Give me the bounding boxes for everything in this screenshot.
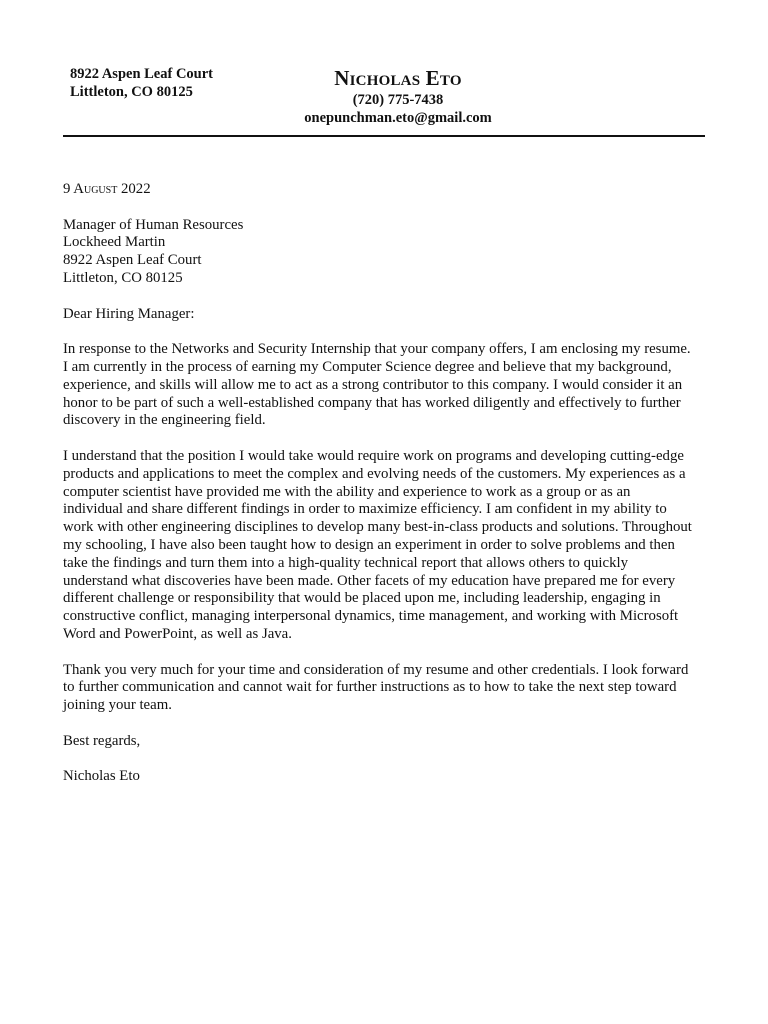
closing: Best regards, bbox=[63, 732, 141, 749]
recipient-line: Lockheed Martin bbox=[63, 234, 166, 251]
paragraph-line: understand what discoveries have been made. Other facets of my education have prepared me for every bbox=[63, 572, 676, 589]
recipient-address bbox=[63, 217, 707, 288]
paragraph-line: computer scientist have provided me with the ability and experience to work as a group or as an bbox=[63, 483, 631, 500]
sender-name: Nicholas Eto bbox=[334, 66, 462, 90]
paragraph-line: different challenge or responsibility that would be placed upon me, including leadership, engaging in bbox=[63, 590, 661, 607]
sender-phone: (720) 775-7438 bbox=[352, 92, 444, 108]
sender-email: onepunchman.eto@gmail.com bbox=[304, 109, 492, 126]
paragraph-line: work with other engineering disciplines to develop many best-in-class products and solutions. Throughout bbox=[63, 519, 692, 536]
paragraph-2 bbox=[63, 448, 707, 644]
recipient-line: Littleton, CO 80125 bbox=[63, 269, 183, 286]
paragraph-line: honor to be part of such a well-established company that has worked diligently and effectively to further bbox=[63, 394, 681, 411]
paragraph-line: constructive conflict, managing interpersonal dynamics, time management, and working with Microsoft bbox=[63, 608, 679, 625]
sender-address-line-1: 8922 Aspen Leaf Court bbox=[70, 66, 213, 82]
paragraph-line: Thank you very much for your time and consideration of my resume and other credentials. I look forward bbox=[63, 661, 689, 678]
paragraph-line: joining your team. bbox=[63, 697, 172, 714]
sender-address bbox=[70, 65, 213, 101]
salutation: Dear Hiring Manager: bbox=[63, 305, 195, 322]
paragraph-line: individual and share different findings in order to maximize efficiency. I am confident in my ability to bbox=[63, 501, 667, 518]
paragraph-line: In response to the Networks and Security Internship that your company offers, I am enclosing my resume. bbox=[63, 341, 691, 358]
recipient-line: 8922 Aspen Leaf Court bbox=[63, 252, 202, 269]
paragraph-line: to further communication and cannot wait for further instructions as to how to take the next step toward bbox=[63, 679, 677, 696]
paragraph-line: discovery in the engineering field. bbox=[63, 412, 266, 429]
paragraph-line: experience, and skills will allow me to act as a strong contributor to this company. I would consider it an bbox=[63, 376, 683, 393]
letter-date: 9 August 2022 bbox=[63, 181, 151, 197]
letter-body bbox=[63, 181, 707, 804]
paragraph-line: my schooling, I have also been taught how to design an experiment in order to solve problems and then bbox=[63, 536, 675, 553]
paragraph-3 bbox=[63, 662, 707, 715]
signature-name: Nicholas Eto bbox=[63, 768, 140, 785]
paragraph-1 bbox=[63, 341, 707, 430]
paragraph-line: I am currently in the process of earning my Computer Science degree and believe that my background, bbox=[63, 358, 672, 375]
sender-address-line-2: Littleton, CO 80125 bbox=[70, 84, 193, 100]
recipient-line: Manager of Human Resources bbox=[63, 216, 244, 233]
sender-contact-block bbox=[250, 64, 546, 127]
paragraph-line: Word and PowerPoint, as well as Java. bbox=[63, 625, 292, 642]
paragraph-line: I understand that the position I would take would require work on programs and developing cutting-edge bbox=[63, 447, 684, 464]
paragraph-line: products and applications to meet the complex and evolving needs of the customers. My experiences as a bbox=[63, 465, 686, 482]
paragraph-line: take the findings and turn them into a high-quality technical report that allows others to quickly bbox=[63, 554, 629, 571]
header-divider bbox=[63, 135, 705, 137]
